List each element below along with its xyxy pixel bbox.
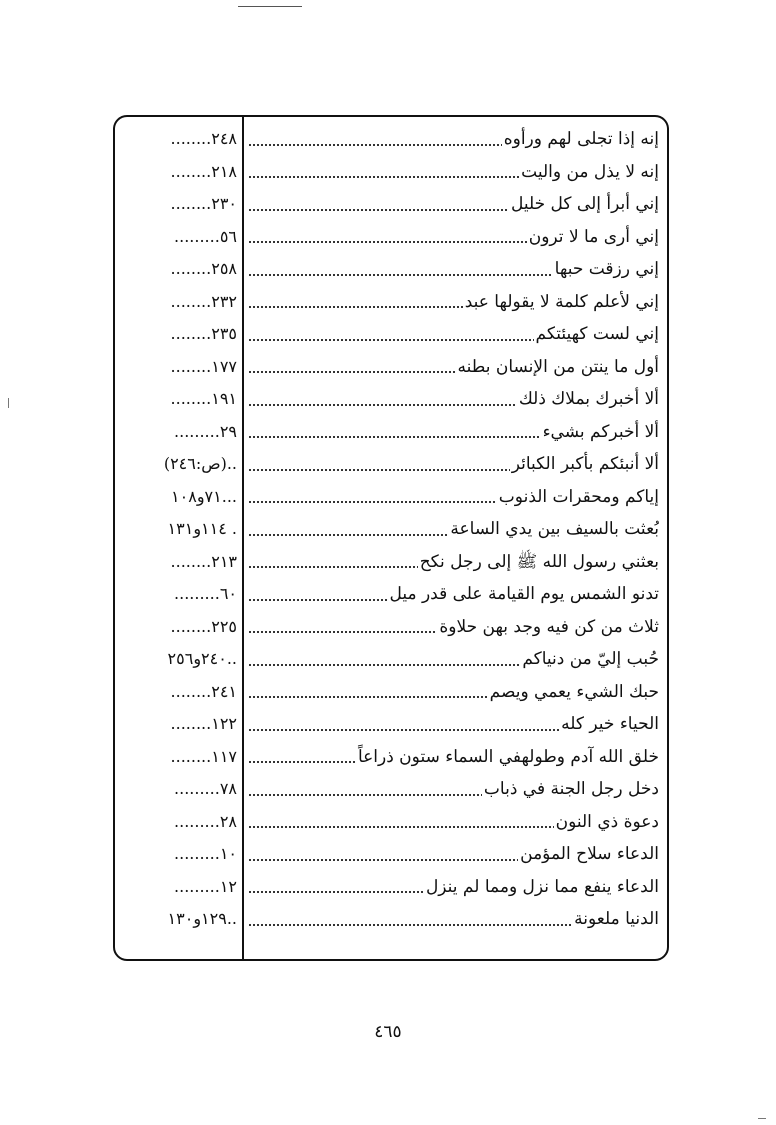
index-row — [115, 513, 667, 546]
hadith-text: أول ما ينتن من الإنسان بطنه — [457, 356, 659, 377]
hadith-text: إنه لا يذل من واليت — [521, 161, 659, 182]
page-reference: ٢١٨........ — [170, 161, 237, 181]
hadith-entry — [249, 481, 659, 514]
index-row — [115, 286, 667, 319]
hadith-text: ألا أخبرك بملاك ذلك — [518, 389, 659, 409]
index-row — [115, 871, 667, 904]
hadith-entry — [249, 448, 659, 481]
hadith-entry — [249, 123, 659, 156]
margin-mark-right — [758, 1118, 766, 1119]
index-row — [115, 903, 667, 936]
hadith-entry — [249, 676, 659, 709]
index-row — [115, 351, 667, 384]
hadith-text: الحياء خير كله — [561, 714, 659, 734]
hadith-entry — [249, 513, 659, 546]
hadith-entry — [249, 286, 659, 319]
index-row — [115, 448, 667, 481]
hadith-text: حبك الشيء يعمي ويصم — [489, 681, 659, 702]
hadith-entry — [249, 546, 659, 579]
hadith-text: خلق الله آدم وطولهفي السماء ستون ذراعاً — [357, 746, 659, 767]
index-row — [115, 123, 667, 156]
page-reference: ..٢٤٠و٢٥٦ — [167, 649, 237, 668]
page-reference: ٢٨......... — [174, 811, 237, 831]
hadith-entry — [249, 871, 659, 904]
hadith-entry — [249, 416, 659, 449]
page-reference: ٦٠......... — [174, 584, 237, 603]
hadith-entry — [249, 708, 659, 741]
page-reference: ..١٢٩و١٣٠ — [167, 909, 237, 928]
page-reference: ١٠......... — [174, 844, 237, 863]
index-row — [115, 708, 667, 741]
hadith-entry — [249, 351, 659, 384]
page-reference: ٢٥٨........ — [170, 259, 237, 278]
index-row — [115, 383, 667, 416]
page-reference: ٧٨......... — [174, 779, 237, 798]
hadith-entry — [249, 806, 659, 839]
margin-mark-left — [8, 398, 9, 408]
index-row — [115, 481, 667, 514]
hadith-entry — [249, 578, 659, 611]
page-reference: ٢٩......... — [174, 421, 237, 441]
hadith-entry — [249, 188, 659, 221]
page-reference: ...٧١و١٠٨ — [171, 486, 237, 506]
index-row — [115, 188, 667, 221]
index-row — [115, 838, 667, 871]
hadith-text: إني لأعلم كلمة لا يقولها عبد — [464, 291, 659, 312]
hadith-entry — [249, 318, 659, 351]
hadith-entry — [249, 773, 659, 806]
page-reference: ٢٤١........ — [170, 681, 237, 701]
top-rule — [238, 6, 302, 7]
index-rows — [115, 123, 667, 936]
page-reference: ٢٤٨........ — [170, 129, 237, 148]
page-reference: ٢١٣........ — [170, 551, 237, 571]
hadith-text: بعثني رسول الله ﷺ إلى رجل نكح — [419, 551, 659, 572]
hadith-entry — [249, 903, 659, 936]
page-number: ٤٦٥ — [374, 1022, 402, 1042]
hadith-text: دعوة ذي النون — [555, 811, 659, 832]
hadith-entry — [249, 156, 659, 189]
hadith-text: دخل رجل الجنة في ذباب — [483, 779, 659, 799]
hadith-text: الدعاء سلاح المؤمن — [520, 844, 659, 864]
index-row — [115, 643, 667, 676]
page-reference: ١٢......... — [174, 876, 237, 896]
hadith-text: إني أبرأ إلى كل خليل — [511, 194, 659, 214]
index-row — [115, 676, 667, 709]
index-table — [113, 115, 669, 961]
index-row — [115, 156, 667, 189]
index-row — [115, 221, 667, 254]
hadith-text: إياكم ومحقرات الذنوب — [498, 486, 659, 507]
hadith-entry — [249, 643, 659, 676]
hadith-text: إني لست كهيئتكم — [535, 324, 659, 344]
hadith-text: ثلاث من كن فيه وجد بهن حلاوة — [439, 616, 659, 637]
page-reference: ١١٧........ — [170, 746, 237, 766]
page-reference: ١٢٢........ — [170, 714, 237, 733]
hadith-text: ألا أخبركم بشيء — [542, 421, 659, 442]
hadith-text: إنه إذا تجلى لهم ورأوه — [503, 129, 659, 149]
index-row — [115, 578, 667, 611]
hadith-entry — [249, 741, 659, 774]
page-reference: ..(ص:٢٤٦) — [163, 454, 237, 473]
page-reference: ٢٣٠........ — [170, 194, 237, 213]
index-row — [115, 806, 667, 839]
hadith-entry — [249, 221, 659, 254]
hadith-text: حُبب إليّ من دنياكم — [522, 649, 659, 669]
hadith-text: تدنو الشمس يوم القيامة على قدر ميل — [389, 584, 659, 604]
hadith-entry — [249, 838, 659, 871]
index-row — [115, 546, 667, 579]
hadith-text: إني رزقت حبها — [554, 259, 659, 279]
index-row — [115, 318, 667, 351]
index-row — [115, 611, 667, 644]
page-reference: ٥٦......... — [174, 226, 237, 246]
hadith-entry — [249, 611, 659, 644]
hadith-text: الدعاء ينفع مما نزل ومما لم ينزل — [425, 876, 659, 897]
hadith-text: الدنيا ملعونة — [574, 909, 659, 929]
hadith-entry — [249, 383, 659, 416]
page-reference: . ١١٤و١٣١ — [167, 519, 237, 538]
page-reference: ١٩١........ — [170, 389, 237, 408]
index-row — [115, 741, 667, 774]
index-row — [115, 253, 667, 286]
hadith-text: ألا أنبئكم بأكبر الكبائر — [511, 454, 659, 474]
page-reference: ١٧٧........ — [170, 356, 237, 376]
page-reference: ٢٣٢........ — [170, 291, 237, 311]
index-row — [115, 416, 667, 449]
page-reference: ٢٢٥........ — [170, 616, 237, 636]
hadith-text: بُعثت بالسيف بين يدي الساعة — [450, 519, 659, 539]
hadith-entry — [249, 253, 659, 286]
hadith-text: إني أرى ما لا ترون — [528, 226, 659, 247]
page-reference: ٢٣٥........ — [170, 324, 237, 343]
index-row — [115, 773, 667, 806]
